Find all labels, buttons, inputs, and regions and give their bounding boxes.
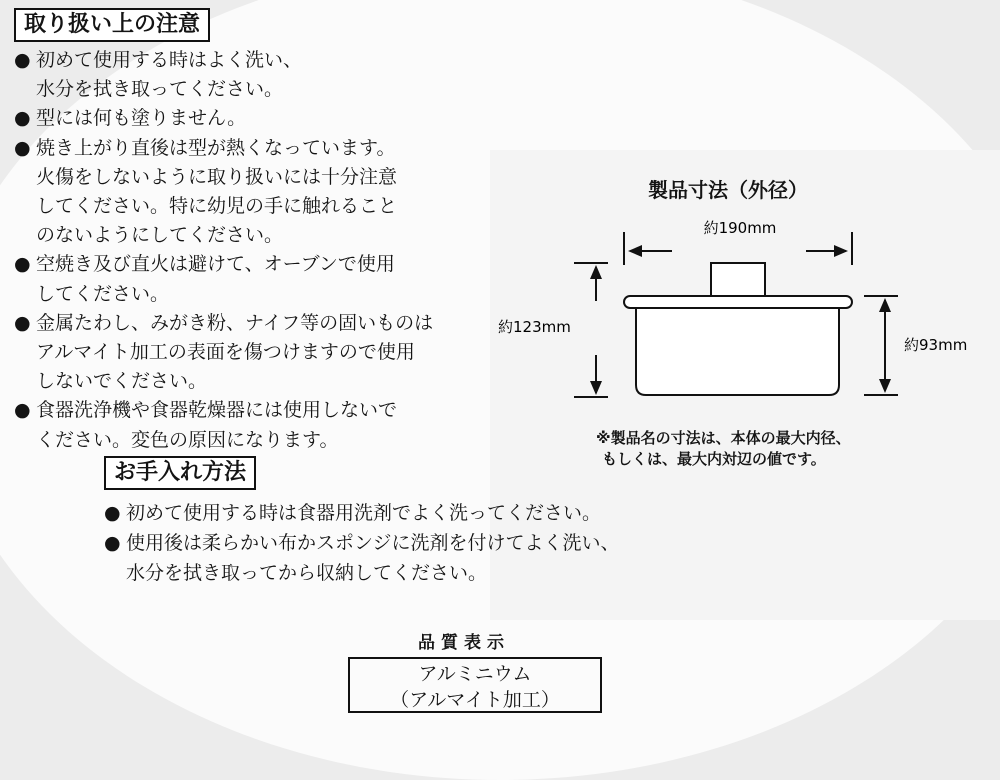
body-height-arrow-up-head bbox=[879, 298, 891, 312]
list-item-line: 食器洗浄機や食器乾燥器には使用しないで bbox=[36, 399, 398, 422]
list-item-line: してください。特に幼児の手に触れること bbox=[36, 194, 398, 217]
quality-material-line: アルミニウム bbox=[418, 663, 532, 685]
list-item-line: 初めて使用する時は食器用洗剤でよく洗ってください。 bbox=[126, 502, 602, 524]
mold-body bbox=[636, 306, 839, 395]
height-arrow-up-head bbox=[590, 265, 602, 279]
bullet-mark: ● bbox=[14, 253, 31, 276]
list-item-line: しないでください。 bbox=[36, 370, 208, 393]
list-item-line: ください。変色の原因になります。 bbox=[36, 428, 339, 451]
dimensions-note-line: もしくは、最大内対辺の値です。 bbox=[602, 450, 826, 468]
quality-material-line: （アルマイト加工） bbox=[390, 689, 560, 711]
care-section-title: 取り扱い上の注意 bbox=[14, 8, 210, 42]
dimensions-title: 製品寸法（外径） bbox=[648, 178, 808, 202]
list-item-line: 使用後は柔らかい布かスポンジに洗剤を付けてよく洗い、 bbox=[126, 532, 620, 554]
width-arrow-right-head bbox=[834, 245, 848, 257]
list-item-line: 水分を拭き取ってください。 bbox=[36, 78, 284, 101]
bullet-mark: ● bbox=[14, 311, 31, 334]
height-label: 約123mm bbox=[498, 318, 571, 336]
quality-title: 品質表示 bbox=[418, 633, 510, 653]
bullet-mark: ● bbox=[14, 49, 31, 71]
list-item-line: 金属たわし、みがき粉、ナイフ等の固いものは bbox=[36, 311, 434, 334]
list-item-line: 空焼き及び直火は避けて、オーブンで使用 bbox=[36, 253, 395, 276]
body-height-label: 約93mm bbox=[904, 336, 968, 354]
dimension-diagram bbox=[490, 205, 1000, 420]
mold-rim bbox=[624, 296, 852, 308]
maintenance-section-title: お手入れ方法 bbox=[104, 456, 256, 490]
dimensions-note bbox=[596, 428, 851, 470]
list-item-line: 初めて使用する時はよく洗い、 bbox=[36, 49, 303, 71]
list-item-line: 型には何も塗りません。 bbox=[36, 107, 247, 130]
list-item-line: 火傷をしないように取り扱いには十分注意 bbox=[36, 165, 398, 188]
bullet-mark: ● bbox=[104, 502, 121, 524]
bullet-mark: ● bbox=[14, 136, 31, 159]
dimensions-note-line: ※製品名の寸法は、本体の最大内径、 bbox=[596, 429, 851, 447]
bullet-mark: ● bbox=[14, 107, 31, 130]
list-item-line: のないようにしてください。 bbox=[36, 224, 284, 247]
body-height-arrow-down-head bbox=[879, 379, 891, 393]
quality-box bbox=[348, 657, 602, 713]
width-arrow-left-head bbox=[628, 245, 642, 257]
list-item-line: アルマイト加工の表面を傷つけますので使用 bbox=[36, 340, 415, 363]
width-label: 約190mm bbox=[703, 219, 777, 237]
mold-chimney bbox=[711, 263, 765, 297]
height-arrow-down-head bbox=[590, 381, 602, 395]
list-item-line: 水分を拭き取ってから収納してください。 bbox=[126, 562, 488, 584]
list-item-line: してください。 bbox=[36, 282, 170, 305]
list-item-line: 焼き上がり直後は型が熱くなっています。 bbox=[36, 136, 396, 159]
bullet-mark: ● bbox=[14, 399, 31, 422]
bullet-mark: ● bbox=[104, 532, 121, 554]
